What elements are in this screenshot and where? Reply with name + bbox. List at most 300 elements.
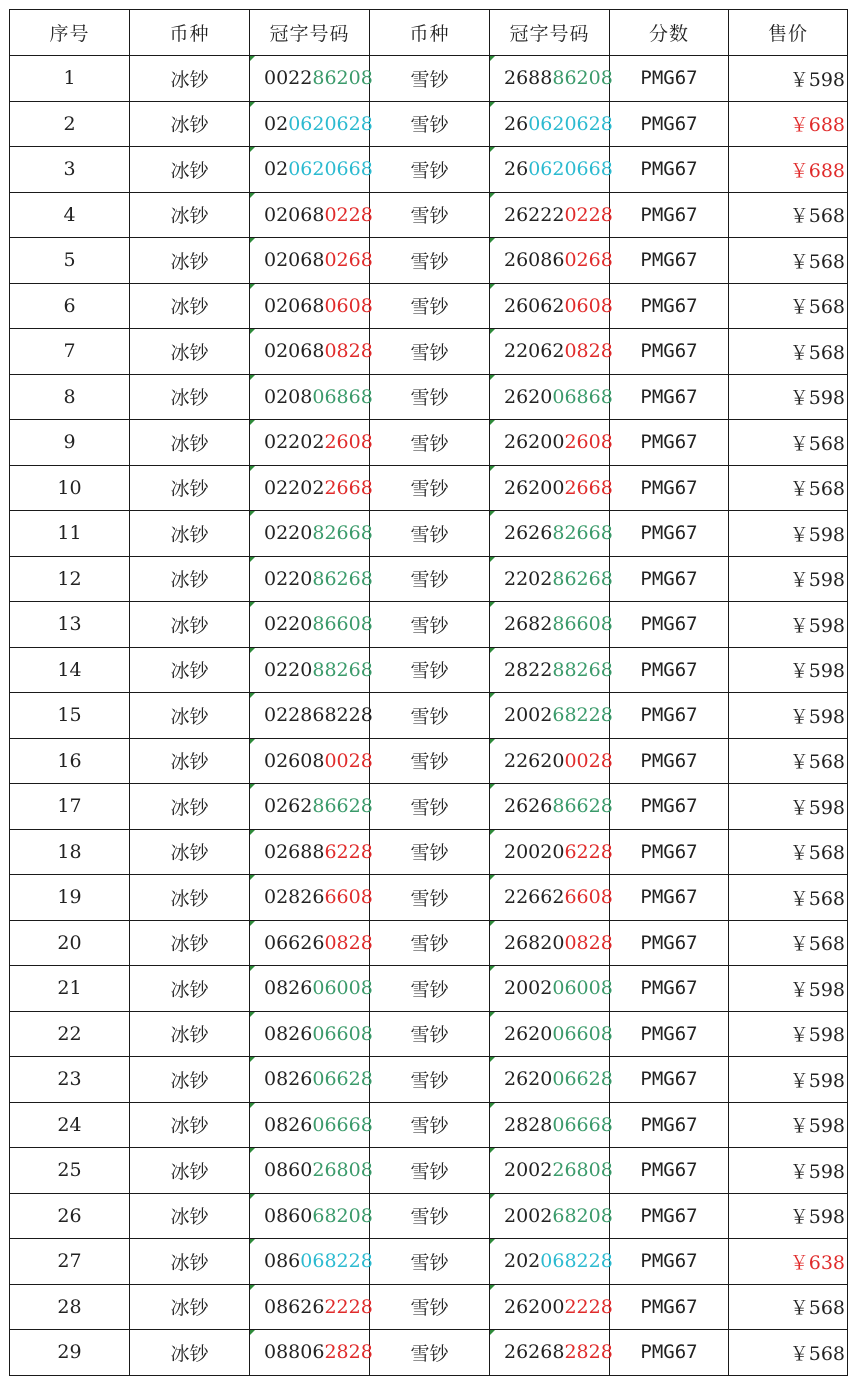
serial-number-snow [490,966,613,1012]
grade-cell: PMG67 [610,784,729,830]
table-row [10,647,848,693]
currency-type-ice: 冰钞 [130,829,250,875]
currency-type-snow: 雪钞 [370,602,490,648]
serial-number-snow [490,1284,613,1330]
serial-number-ice [250,556,373,602]
currency-type-ice: 冰钞 [130,1284,250,1330]
row-number: 9 [10,420,130,466]
currency-type-ice: 冰钞 [130,1011,250,1057]
serial-number-ice [250,1193,373,1239]
table-row [10,1148,848,1194]
currency-type-snow: 雪钞 [370,420,490,466]
grade-cell: PMG67 [610,1011,729,1057]
serial-number-ice [250,1102,373,1148]
serial-highlight: 06868 [552,385,613,408]
price-cell: ￥598 [729,784,848,830]
price-cell: ￥598 [729,693,848,739]
serial-prefix: 26268 [504,1341,565,1364]
serial-highlight: 0268 [324,249,373,272]
serial-number-ice [250,1148,373,1194]
serial-prefix: 26200 [504,431,565,454]
grade-cell: PMG67 [610,647,729,693]
grade-cell: PMG67 [610,238,729,284]
table-row [10,238,848,284]
serial-highlight: 06008 [312,977,373,1000]
header-serial-number-2: 冠字号码 [490,10,610,56]
currency-type-ice: 冰钞 [130,329,250,375]
currency-type-ice: 冰钞 [130,420,250,466]
serial-prefix: 26 [504,112,529,135]
serial-number-ice [250,147,373,193]
grade-cell: PMG67 [610,602,729,648]
serial-prefix: 02 [264,158,289,181]
serial-number-snow [490,920,613,966]
serial-prefix: 0262 [264,795,313,818]
serial-highlight: 0608 [324,294,373,317]
serial-highlight: 06608 [312,1022,373,1045]
serial-prefix: 086 [264,1250,301,1273]
row-number: 8 [10,374,130,420]
table-row [10,56,848,102]
table-row [10,875,848,921]
row-number: 3 [10,147,130,193]
serial-number-snow [490,101,613,147]
serial-prefix: 02608 [264,749,325,772]
table-row [10,1011,848,1057]
row-number: 18 [10,829,130,875]
grade-cell: PMG67 [610,101,729,147]
serial-highlight: 26808 [552,1159,613,1182]
currency-type-snow: 雪钞 [370,829,490,875]
serial-number-snow [490,738,613,784]
serial-prefix: 2822 [504,658,553,681]
serial-number-ice [250,192,373,238]
price-cell: ￥568 [729,283,848,329]
row-number: 12 [10,556,130,602]
grade-cell: PMG67 [610,465,729,511]
currency-type-snow: 雪钞 [370,465,490,511]
serial-prefix: 26820 [504,931,565,954]
grade-cell: PMG67 [610,329,729,375]
currency-type-snow: 雪钞 [370,329,490,375]
serial-highlight: 2608 [324,431,373,454]
table-row [10,693,848,739]
serial-number-ice [250,283,373,329]
row-number: 16 [10,738,130,784]
serial-prefix: 06626 [264,931,325,954]
serial-prefix: 2682 [504,613,553,636]
serial-number-ice [250,920,373,966]
serial-number-snow [490,602,613,648]
table-row [10,1193,848,1239]
grade-cell: PMG67 [610,1239,729,1285]
currency-type-snow: 雪钞 [370,1148,490,1194]
serial-highlight: 0028 [324,749,373,772]
serial-prefix: 26 [504,158,529,181]
currency-type-snow: 雪钞 [370,556,490,602]
serial-number-ice [250,693,373,739]
serial-highlight: 86608 [312,613,373,636]
serial-number-ice [250,1284,373,1330]
serial-highlight: 88268 [552,658,613,681]
serial-number-snow [490,647,613,693]
row-number: 21 [10,966,130,1012]
serial-highlight: 06668 [552,1113,613,1136]
currency-type-ice: 冰钞 [130,1102,250,1148]
serial-number-ice [250,1057,373,1103]
price-cell: ￥598 [729,556,848,602]
table-row [10,101,848,147]
currency-type-ice: 冰钞 [130,556,250,602]
price-cell: ￥598 [729,1011,848,1057]
serial-prefix: 08806 [264,1341,325,1364]
price-cell: ￥598 [729,56,848,102]
serial-highlight: 2668 [324,476,373,499]
serial-highlight: 86208 [312,67,373,90]
price-cell: ￥638 [729,1239,848,1285]
currency-type-snow: 雪钞 [370,511,490,557]
serial-prefix: 2688 [504,67,553,90]
serial-highlight: 68208 [312,1204,373,1227]
serial-number-ice [250,829,373,875]
currency-type-ice: 冰钞 [130,511,250,557]
grade-cell: PMG67 [610,1330,729,1376]
currency-type-ice: 冰钞 [130,1239,250,1285]
header-currency-type-2: 币种 [370,10,490,56]
serial-prefix: 0220 [264,522,313,545]
table-row [10,738,848,784]
row-number: 14 [10,647,130,693]
row-number: 27 [10,1239,130,1285]
currency-type-ice: 冰钞 [130,101,250,147]
serial-number-snow [490,465,613,511]
serial-prefix: 2002 [504,1204,553,1227]
price-cell: ￥568 [729,329,848,375]
currency-type-snow: 雪钞 [370,1330,490,1376]
currency-type-ice: 冰钞 [130,1193,250,1239]
serial-prefix: 2202 [504,567,553,590]
grade-cell: PMG67 [610,420,729,466]
currency-type-ice: 冰钞 [130,465,250,511]
price-cell: ￥688 [729,101,848,147]
price-cell: ￥598 [729,374,848,420]
serial-highlight: 86268 [552,567,613,590]
serial-highlight: 068228 [540,1250,613,1273]
serial-number-snow [490,420,613,466]
grade-cell: PMG67 [610,875,729,921]
grade-cell: PMG67 [610,966,729,1012]
price-cell: ￥568 [729,420,848,466]
currency-type-ice: 冰钞 [130,966,250,1012]
serial-number-snow [490,875,613,921]
serial-prefix: 26062 [504,294,565,317]
serial-prefix: 0022 [264,67,313,90]
price-cell: ￥568 [729,1284,848,1330]
row-number: 7 [10,329,130,375]
row-number: 15 [10,693,130,739]
currency-type-snow: 雪钞 [370,192,490,238]
table-row [10,192,848,238]
serial-prefix: 22062 [504,340,565,363]
serial-number-ice [250,511,373,557]
grade-cell: PMG67 [610,1057,729,1103]
serial-highlight: 06668 [312,1113,373,1136]
grade-cell: PMG67 [610,147,729,193]
serial-highlight: 6228 [564,840,613,863]
currency-type-snow: 雪钞 [370,1011,490,1057]
currency-type-ice: 冰钞 [130,238,250,284]
table-row [10,374,848,420]
table-row [10,1330,848,1376]
price-table [9,9,848,1376]
header-currency-type: 币种 [130,10,250,56]
serial-highlight: 0828 [564,340,613,363]
table-row [10,329,848,375]
serial-highlight: 0620668 [288,158,373,181]
currency-type-ice: 冰钞 [130,1057,250,1103]
currency-type-snow: 雪钞 [370,56,490,102]
price-cell: ￥568 [729,875,848,921]
serial-prefix: 0860 [264,1204,313,1227]
serial-number-snow [490,1193,613,1239]
serial-highlight: 0228 [564,203,613,226]
serial-prefix: 02202 [264,476,325,499]
serial-prefix: 0220 [264,658,313,681]
currency-type-snow: 雪钞 [370,920,490,966]
serial-prefix: 2620 [504,385,553,408]
grade-cell: PMG67 [610,192,729,238]
price-cell: ￥568 [729,238,848,284]
row-number: 2 [10,101,130,147]
serial-highlight: 0608 [564,294,613,317]
serial-number-snow [490,829,613,875]
price-cell: ￥598 [729,1193,848,1239]
grade-cell: PMG67 [610,738,729,784]
serial-highlight: 6228 [324,840,373,863]
serial-prefix: 0826 [264,1113,313,1136]
serial-prefix: 02068 [264,294,325,317]
table-row [10,784,848,830]
currency-type-ice: 冰钞 [130,1148,250,1194]
serial-prefix: 0826 [264,1068,313,1091]
serial-highlight: 86208 [552,67,613,90]
currency-type-ice: 冰钞 [130,283,250,329]
currency-type-snow: 雪钞 [370,693,490,739]
serial-highlight: 88268 [312,658,373,681]
serial-prefix: 02068 [264,249,325,272]
serial-highlight: 2228 [564,1295,613,1318]
table-row [10,966,848,1012]
table-row [10,511,848,557]
currency-type-ice: 冰钞 [130,192,250,238]
grade-cell: PMG67 [610,1102,729,1148]
serial-prefix: 0826 [264,1022,313,1045]
serial-prefix: 26222 [504,203,565,226]
currency-type-ice: 冰钞 [130,1330,250,1376]
serial-highlight: 068228 [300,1250,373,1273]
table-row [10,1239,848,1285]
serial-prefix: 02688 [264,840,325,863]
currency-type-ice: 冰钞 [130,875,250,921]
price-cell: ￥598 [729,511,848,557]
grade-cell: PMG67 [610,283,729,329]
row-number: 28 [10,1284,130,1330]
serial-prefix: 02068 [264,340,325,363]
serial-prefix: 2620 [504,1022,553,1045]
price-cell: ￥568 [729,920,848,966]
grade-cell: PMG67 [610,1148,729,1194]
serial-prefix: 20020 [504,840,565,863]
row-number: 17 [10,784,130,830]
table-row [10,465,848,511]
serial-highlight: 2828 [324,1341,373,1364]
serial-number-ice [250,420,373,466]
grade-cell: PMG67 [610,556,729,602]
serial-highlight: 86268 [312,567,373,590]
row-number: 11 [10,511,130,557]
serial-prefix: 2002 [504,977,553,1000]
serial-prefix: 26200 [504,476,565,499]
serial-prefix: 2828 [504,1113,553,1136]
row-number: 4 [10,192,130,238]
serial-highlight: 6608 [324,886,373,909]
serial-highlight: 2668 [564,476,613,499]
serial-number-snow [490,1057,613,1103]
currency-type-snow: 雪钞 [370,875,490,921]
row-number: 26 [10,1193,130,1239]
header-serial-number: 冠字号码 [250,10,370,56]
serial-highlight: 0828 [324,931,373,954]
serial-highlight: 86628 [312,795,373,818]
header-price: 售价 [729,10,848,56]
currency-type-ice: 冰钞 [130,602,250,648]
currency-type-ice: 冰钞 [130,784,250,830]
grade-cell: PMG67 [610,1193,729,1239]
serial-highlight: 86628 [552,795,613,818]
currency-type-ice: 冰钞 [130,693,250,739]
serial-number-snow [490,511,613,557]
serial-number-snow [490,1102,613,1148]
serial-number-snow [490,238,613,284]
serial-highlight: 06628 [552,1068,613,1091]
serial-prefix: 0220 [264,567,313,590]
serial-highlight: 26808 [312,1159,373,1182]
currency-type-snow: 雪钞 [370,147,490,193]
serial-prefix: 26086 [504,249,565,272]
serial-number-snow [490,693,613,739]
price-cell: ￥598 [729,1148,848,1194]
row-number: 23 [10,1057,130,1103]
serial-prefix: 0220 [264,613,313,636]
row-number: 1 [10,56,130,102]
currency-type-ice: 冰钞 [130,920,250,966]
row-number: 25 [10,1148,130,1194]
row-number: 13 [10,602,130,648]
grade-cell: PMG67 [610,829,729,875]
price-cell: ￥568 [729,1330,848,1376]
serial-prefix: 08626 [264,1295,325,1318]
currency-type-ice: 冰钞 [130,374,250,420]
serial-number-ice [250,647,373,693]
currency-type-ice: 冰钞 [130,738,250,784]
serial-number-snow [490,1011,613,1057]
serial-prefix: 2626 [504,522,553,545]
table-row [10,1057,848,1103]
currency-type-snow: 雪钞 [370,1057,490,1103]
row-number: 20 [10,920,130,966]
table-row [10,829,848,875]
serial-number-snow [490,283,613,329]
currency-type-snow: 雪钞 [370,738,490,784]
serial-highlight: 2228 [324,1295,373,1318]
serial-number-snow [490,374,613,420]
serial-number-ice [250,56,373,102]
price-cell: ￥598 [729,602,848,648]
header-row [10,10,848,56]
serial-number-ice [250,602,373,648]
serial-highlight: 0028 [564,749,613,772]
serial-number-ice [250,1239,373,1285]
currency-type-snow: 雪钞 [370,1284,490,1330]
serial-prefix: 02068 [264,203,325,226]
currency-type-snow: 雪钞 [370,374,490,420]
serial-number-snow [490,1330,613,1376]
serial-number-snow [490,1148,613,1194]
serial-number-ice [250,875,373,921]
grade-cell: PMG67 [610,374,729,420]
price-cell: ￥688 [729,147,848,193]
table-row [10,420,848,466]
currency-type-snow: 雪钞 [370,101,490,147]
serial-number-ice [250,966,373,1012]
table-row [10,1102,848,1148]
serial-number-ice [250,1011,373,1057]
grade-cell: PMG67 [610,1284,729,1330]
serial-prefix: 02 [264,112,289,135]
serial-number-snow [490,1239,613,1285]
serial-number-snow [490,192,613,238]
serial-highlight: 82668 [552,522,613,545]
serial-highlight: 68228 [552,704,613,727]
currency-type-snow: 雪钞 [370,784,490,830]
currency-type-ice: 冰钞 [130,147,250,193]
serial-number-ice [250,784,373,830]
serial-prefix: 2002 [504,1159,553,1182]
serial-highlight: 2608 [564,431,613,454]
price-cell: ￥568 [729,465,848,511]
grade-cell: PMG67 [610,56,729,102]
serial-prefix: 0860 [264,1159,313,1182]
price-cell: ￥598 [729,966,848,1012]
row-number: 22 [10,1011,130,1057]
price-cell: ￥568 [729,829,848,875]
price-cell: ￥598 [729,647,848,693]
serial-highlight: 0620668 [528,158,613,181]
currency-type-snow: 雪钞 [370,238,490,284]
grade-cell: PMG67 [610,920,729,966]
serial-highlight: 06008 [552,977,613,1000]
serial-prefix: 02826 [264,886,325,909]
serial-highlight: 06628 [312,1068,373,1091]
serial-number-ice [250,238,373,284]
row-number: 10 [10,465,130,511]
serial-number-ice [250,738,373,784]
serial-highlight: 0620628 [288,112,373,135]
table-row [10,1284,848,1330]
serial-highlight: 6608 [564,886,613,909]
table-row [10,602,848,648]
serial-highlight: 82668 [312,522,373,545]
